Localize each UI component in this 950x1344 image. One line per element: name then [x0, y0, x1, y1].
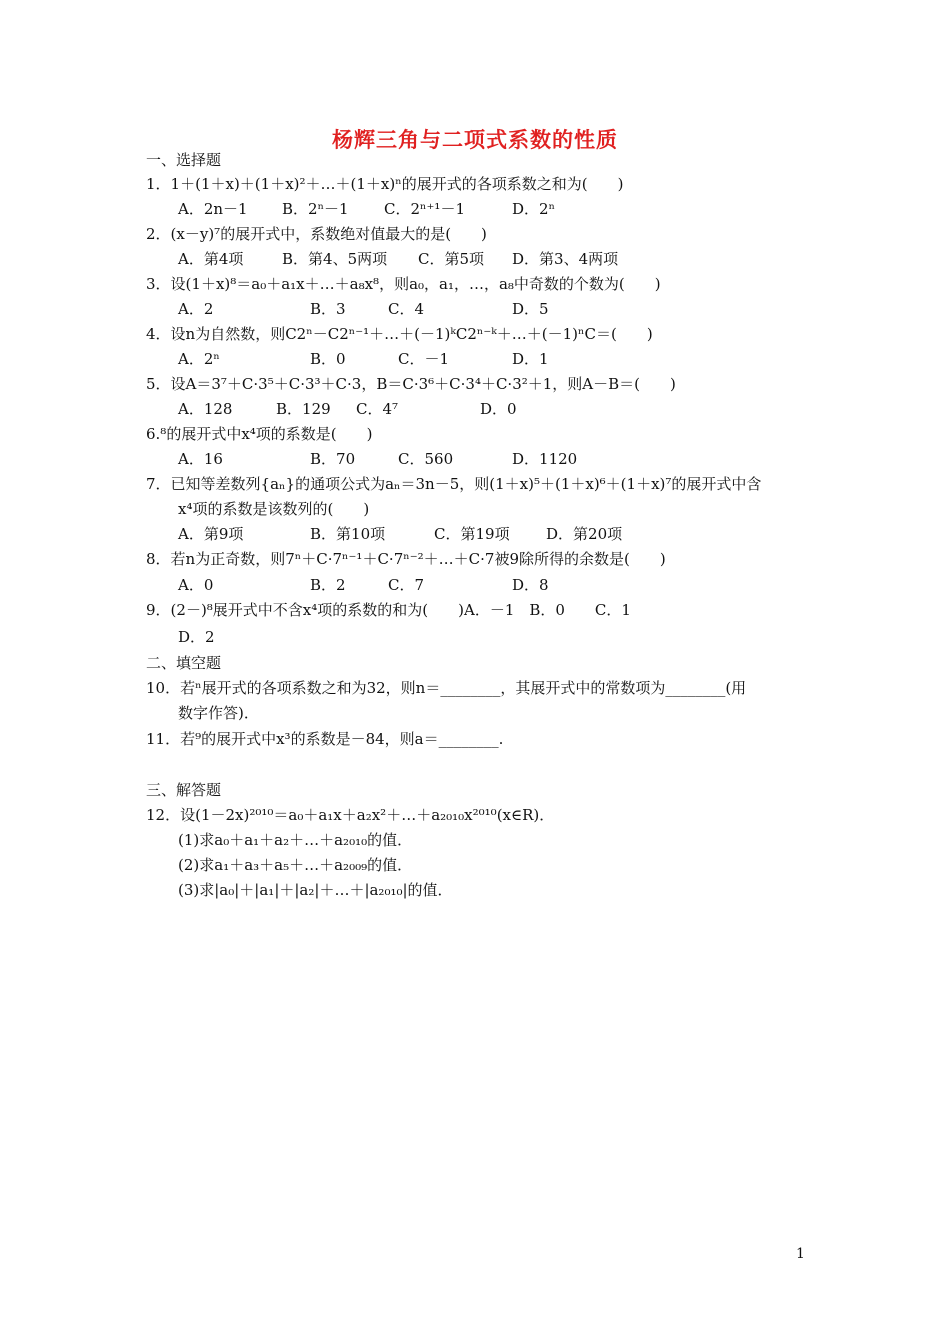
question-12-part-3: (3)求|a₀|＋|a₁|＋|a₂|＋…＋|a₂₀₁₀|的值．	[178, 881, 453, 899]
question-1-option-b: B．2ⁿ－1	[282, 200, 349, 218]
question-1-option-d: D．2ⁿ	[512, 200, 556, 218]
question-1-option-a: A．2n－1	[178, 200, 248, 218]
question-6-stem: 6.⁸的展开式中x⁴项的系数是( )	[146, 425, 373, 443]
question-7-option-b: B．第10项	[310, 525, 386, 543]
question-8-option-a: A．0	[178, 576, 214, 594]
question-3-option-b: B．3	[310, 300, 346, 318]
question-8-option-b: B．2	[310, 576, 346, 594]
question-10-stem-continued: 数字作答)．	[178, 704, 259, 722]
question-2-option-a: A．第4项	[178, 250, 244, 268]
section-heading-fill-in: 二、填空题	[146, 654, 222, 672]
question-3-option-a: A．2	[178, 300, 214, 318]
question-7-option-a: A．第9项	[178, 525, 244, 543]
question-3-stem: 3．设(1＋x)⁸＝a₀＋a₁x＋…＋a₈x⁸，则a₀，a₁，…，a₈中奇数的个数为( )	[146, 275, 661, 293]
question-6-option-b: B．70	[310, 450, 356, 468]
question-12-part-1: (1)求a₀＋a₁＋a₂＋…＋a₂₀₁₀的值．	[178, 831, 413, 849]
question-9-option-d: D．2	[178, 628, 215, 646]
question-4-option-a: A．2ⁿ	[178, 350, 220, 368]
question-2-option-c: C．第5项	[418, 250, 485, 268]
question-1-option-c: C．2ⁿ⁺¹－1	[384, 200, 465, 218]
question-12-part-2: (2)求a₁＋a₃＋a₅＋…＋a₂₀₀₉的值．	[178, 856, 413, 874]
question-9-stem: 9．(2－)⁸展开式中不含x⁴项的系数的和为( )A．－1 B．0 C．1	[146, 601, 631, 619]
question-1-stem: 1．1＋(1＋x)＋(1＋x)²＋…＋(1＋x)ⁿ的展开式的各项系数之和为( )	[146, 175, 624, 193]
question-2-stem: 2．(x－y)⁷的展开式中，系数绝对值最大的是( )	[146, 225, 487, 243]
question-4-option-b: B．0	[310, 350, 346, 368]
question-8-option-c: C．7	[388, 576, 425, 594]
question-8-stem: 8．若n为正奇数，则7ⁿ＋C·7ⁿ⁻¹＋C·7ⁿ⁻²＋…＋C·7被9除所得的余数是( )	[146, 550, 666, 568]
question-6-option-d: D．1120	[512, 450, 578, 468]
section-heading-solution: 三、解答题	[146, 781, 222, 799]
question-4-option-d: D．1	[512, 350, 549, 368]
page-number: 1	[796, 1246, 805, 1262]
question-6-option-c: C．560	[398, 450, 454, 468]
question-7-stem: 7．已知等差数列{aₙ}的通项公式为aₙ＝3n－5，则(1＋x)⁵＋(1＋x)⁶＋(1＋x)⁷的展开式中含	[146, 475, 762, 493]
page-title: 杨辉三角与二项式系数的性质	[332, 128, 618, 152]
question-5-option-d: D．0	[480, 400, 517, 418]
question-2-option-d: D．第3、4两项	[512, 250, 619, 268]
question-5-stem: 5．设A＝3⁷＋C·3⁵＋C·3³＋C·3，B＝C·3⁶＋C·3⁴＋C·3²＋1，则A－B＝( )	[146, 375, 676, 393]
question-12-stem: 12．设(1－2x)²⁰¹⁰＝a₀＋a₁x＋a₂x²＋…＋a₂₀₁₀x²⁰¹⁰(x∈R)．	[146, 806, 555, 824]
question-8-option-d: D．8	[512, 576, 549, 594]
question-2-option-b: B．第4、5两项	[282, 250, 388, 268]
question-6-option-a: A．16	[178, 450, 223, 468]
question-7-option-d: D．第20项	[546, 525, 623, 543]
question-10-stem: 10．若ⁿ展开式的各项系数之和为32，则n＝________，其展开式中的常数项为________(用	[146, 679, 747, 697]
question-3-option-d: D．5	[512, 300, 549, 318]
question-3-option-c: C．4	[388, 300, 425, 318]
question-11-stem: 11．若⁹的展开式中x³的系数是－84，则a＝________.	[146, 730, 504, 748]
question-5-option-c: C．4⁷	[356, 400, 399, 418]
question-7-stem-continued: x⁴项的系数是该数列的( )	[178, 500, 370, 518]
question-5-option-b: B．129	[276, 400, 331, 418]
question-4-option-c: C．－1	[398, 350, 450, 368]
question-5-option-a: A．128	[178, 400, 233, 418]
question-7-option-c: C．第19项	[434, 525, 510, 543]
question-4-stem: 4．设n为自然数，则C2ⁿ－C2ⁿ⁻¹＋…＋(－1)ᵏC2ⁿ⁻ᵏ＋…＋(－1)ⁿC＝( )	[146, 325, 653, 343]
section-heading-choice: 一、选择题	[146, 151, 222, 169]
